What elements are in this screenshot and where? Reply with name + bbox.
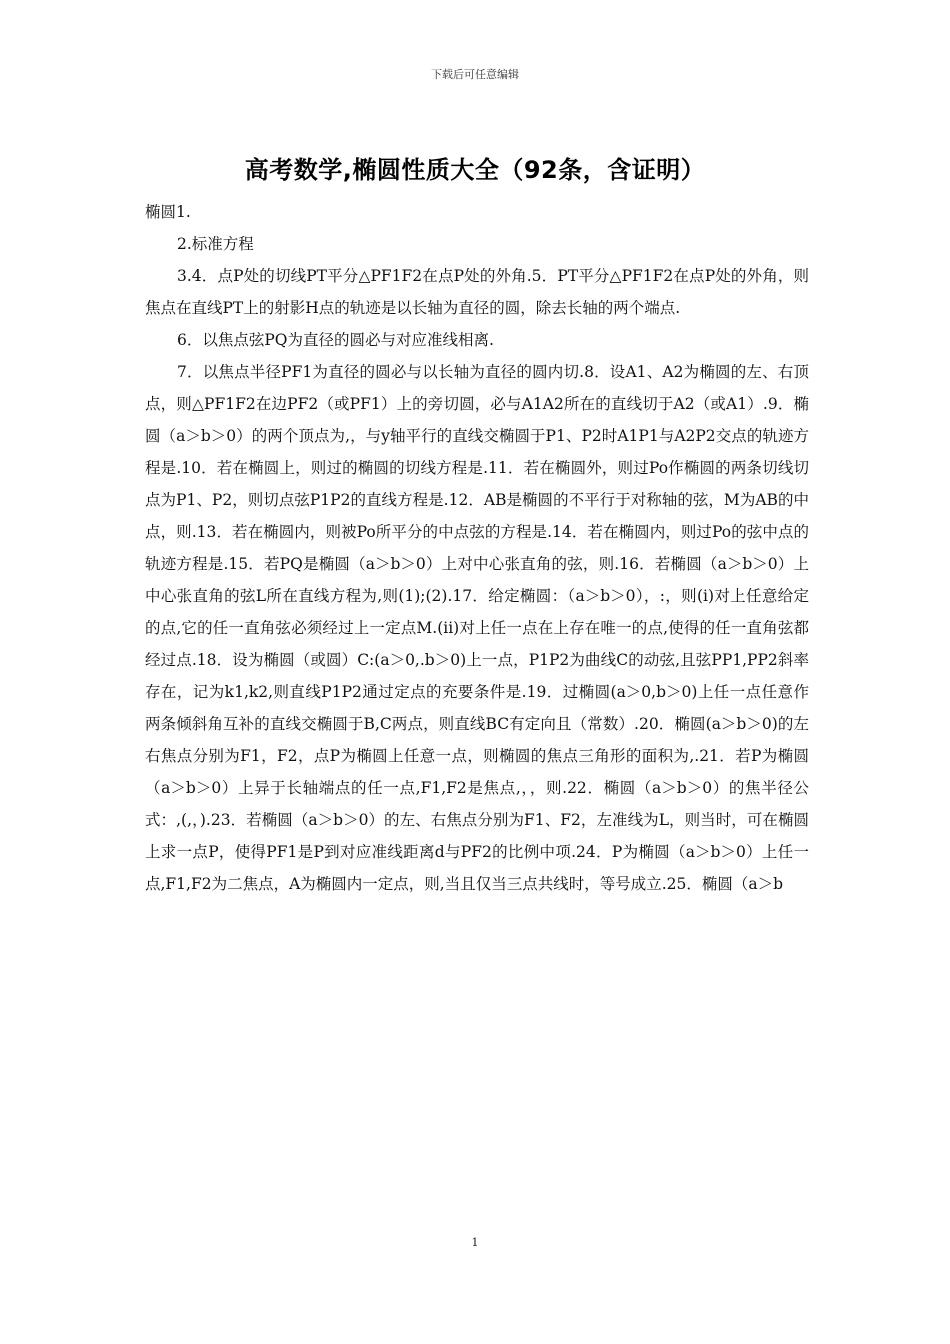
page-number: 1 [471, 1236, 479, 1249]
document-body [145, 196, 809, 900]
header-note: 下载后可任意编辑 [431, 68, 519, 81]
document-title: 高考数学,椭圆性质大全（92条，含证明） [244, 156, 706, 184]
paragraph-ellipse-heading: 椭圆1. [145, 203, 191, 221]
paragraph-standard-equation: 2.标准方程 [177, 235, 254, 253]
paragraph-properties-7-25: 7．以焦点半径PF1为直径的圆必与以长轴为直径的圆内切.8．设A1、A2为椭圆的左、右顶点，则△PF1F2在边PF2（或PF1）上的旁切圆，必与A1A2所在的直线切于A2（或A1）.9．椭圆（a＞b＞0）的两个顶点为,，与y轴平行的直线交椭圆于P1、P2时A1P1与A2P2交点的轨迹方程是.10．若在椭圆上，则过的椭圆的切线方程是.11．若在椭圆外，则过Po作椭圆的两条切线切点为P1、P2，则切点弦P1P2的直线方程是.12．AB是椭圆的不平行于对称轴的弦，M为AB的中点，则.13．若在椭圆内，则被Po所平分的中点弦的方程是.14．若在椭圆内，则过Po的弦中点的轨迹方程是.15．若PQ是椭圆（a＞b＞0）上对中心张直角的弦，则.16．若椭圆（a＞b＞0）上中心张直角的弦L所在直线方程为,则(1);(2).17．给定椭圆：（a＞b＞0），:，则(i)对上任意给定的点,它的任一直角弦必须经过上一定点M.(ii)对上任一点在上存在唯一的点,使得的任一直角弦都经过点.18．设为椭圆（或圆）C:(a＞0,.b＞0)上一点，P1P2为曲线C的动弦,且弦PP1,PP2斜率存在，记为k1,k2,则直线P1P2通过定点的充要条件是.19．过椭圆(a＞0,b＞0)上任一点任意作两条倾斜角互补的直线交椭圆于B,C两点，则直线BC有定向且（常数）.20．椭圆(a＞b＞0)的左右焦点分别为F1，F2，点P为椭圆上任意一点，则椭圆的焦点三角形的面积为,.21．若P为椭圆（a＞b＞0）上异于长轴端点的任一点,F1,F2是焦点,，，则.22．椭圆（a＞b＞0）的焦半径公式：,(,，).23．若椭圆（a＞b＞0）的左、右焦点分别为F1、F2，左准线为L，则当时，可在椭圆上求一点P，使得PF1是P到对应准线距离d与PF2的比例中项.24．P为椭圆（a＞b＞0）上任一点,F1,F2为二焦点，A为椭圆内一定点，则,当且仅当三点共线时，等号成立.25．椭圆（a＞b [145, 363, 809, 893]
paragraph-properties-3-5: 3.4．点P处的切线PT平分△PF1F2在点P处的外角.5．PT平分△PF1F2在点P处的外角，则焦点在直线PT上的射影H点的轨迹是以长轴为直径的圆，除去长轴的两个端点. [145, 267, 809, 317]
paragraph-property-6: 6．以焦点弦PQ为直径的圆必与对应准线相离. [177, 331, 494, 349]
